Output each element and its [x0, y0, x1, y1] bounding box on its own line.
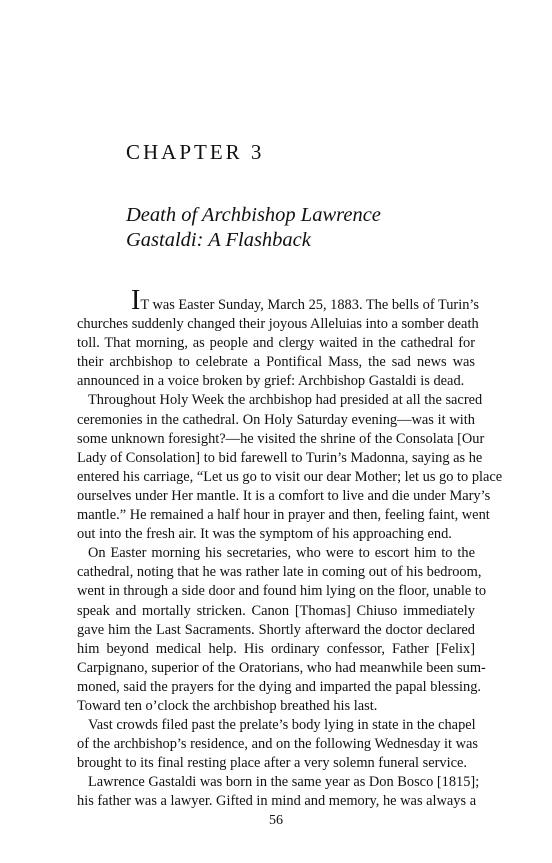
chapter-title-line-2: Gastaldi: A Flashback	[126, 229, 311, 251]
chapter-label: CHAPTER 3	[126, 140, 265, 164]
text-line: brought to its final resting place after a very solemn funeral service.	[77, 755, 468, 772]
text-line: mantle.” He remained a half hour in prayer and then, feeling faint, went	[77, 507, 490, 524]
text-line: Throughout Holy Week the archbishop had presided at all the sacred	[88, 392, 483, 409]
text-line: Toward ten o’clock the archbishop breathed his last.	[77, 697, 378, 714]
text-line: out into the fresh air. It was the symptom of his approaching end.	[77, 526, 452, 543]
text-line: Vast crowds filed past the prelate’s body lying in state in the chapel	[88, 717, 476, 734]
text-line: Lawrence Gastaldi was born in the same year as Don Bosco [1815];	[88, 774, 480, 791]
page-number: 56	[269, 813, 283, 828]
text-line: churches suddenly changed their joyous Alleluias into a somber death	[77, 316, 479, 333]
chapter-title-line-1: Death of Archbishop Lawrence	[126, 204, 381, 226]
text-line: some unknown foresight?—he visited the shrine of the Consolata [Our	[77, 430, 485, 447]
text-line: ceremonies in the cathedral. On Holy Saturday evening—was it with	[77, 411, 475, 428]
text-line: of the archbishop’s residence, and on the following Wednesday it was	[77, 736, 479, 753]
text-line: him beyond medical help. His ordinary confessor, Father [Felix]	[77, 640, 475, 657]
text-line: moned, said the prayers for the dying and imparted the papal blessing.	[77, 678, 482, 695]
text-line: his father was a lawyer. Gifted in mind and memory, he was always a	[77, 793, 477, 810]
text-line: toll. That morning, as people and clergy waited in the cathedral for	[77, 335, 475, 352]
text-line: went in through a side door and found him lying on the floor, unable to	[77, 583, 487, 600]
text-line: Lady of Consolation] to bid farewell to Turin’s Madonna, saying as he	[77, 449, 483, 466]
text-line-content: T was Easter Sunday, March 25, 1883. The bells of Turin’s	[140, 297, 480, 313]
body-text	[77, 285, 503, 812]
text-line: gave him the Last Sacraments. Shortly afterward the doctor declared	[77, 621, 475, 638]
chapter-title	[126, 203, 381, 253]
text-line: On Easter morning his secretaries, who were to escort him to the	[88, 545, 475, 562]
text-line: announced in a voice broken by grief: Archbishop Gastaldi is dead.	[77, 373, 465, 390]
text-line: their archbishop to celebrate a Pontifical Mass, the sad news was	[77, 354, 475, 371]
text-line: cathedral, noting that he was rather late in coming out of his bedroom,	[77, 564, 482, 581]
text-line: speak and mortally stricken. Canon [Thomas] Chiuso immediately	[77, 602, 475, 619]
text-line: entered his carriage, “Let us go to visit our dear Mother; let us go to place	[77, 468, 503, 485]
text-line: ourselves under Her mantle. It is a comfort to live and die under Mary’s	[77, 487, 491, 504]
text-line	[77, 285, 480, 316]
text-line: Carpignano, superior of the Oratorians, who had meanwhile been sum-	[77, 659, 486, 676]
drop-cap: I	[131, 285, 141, 316]
